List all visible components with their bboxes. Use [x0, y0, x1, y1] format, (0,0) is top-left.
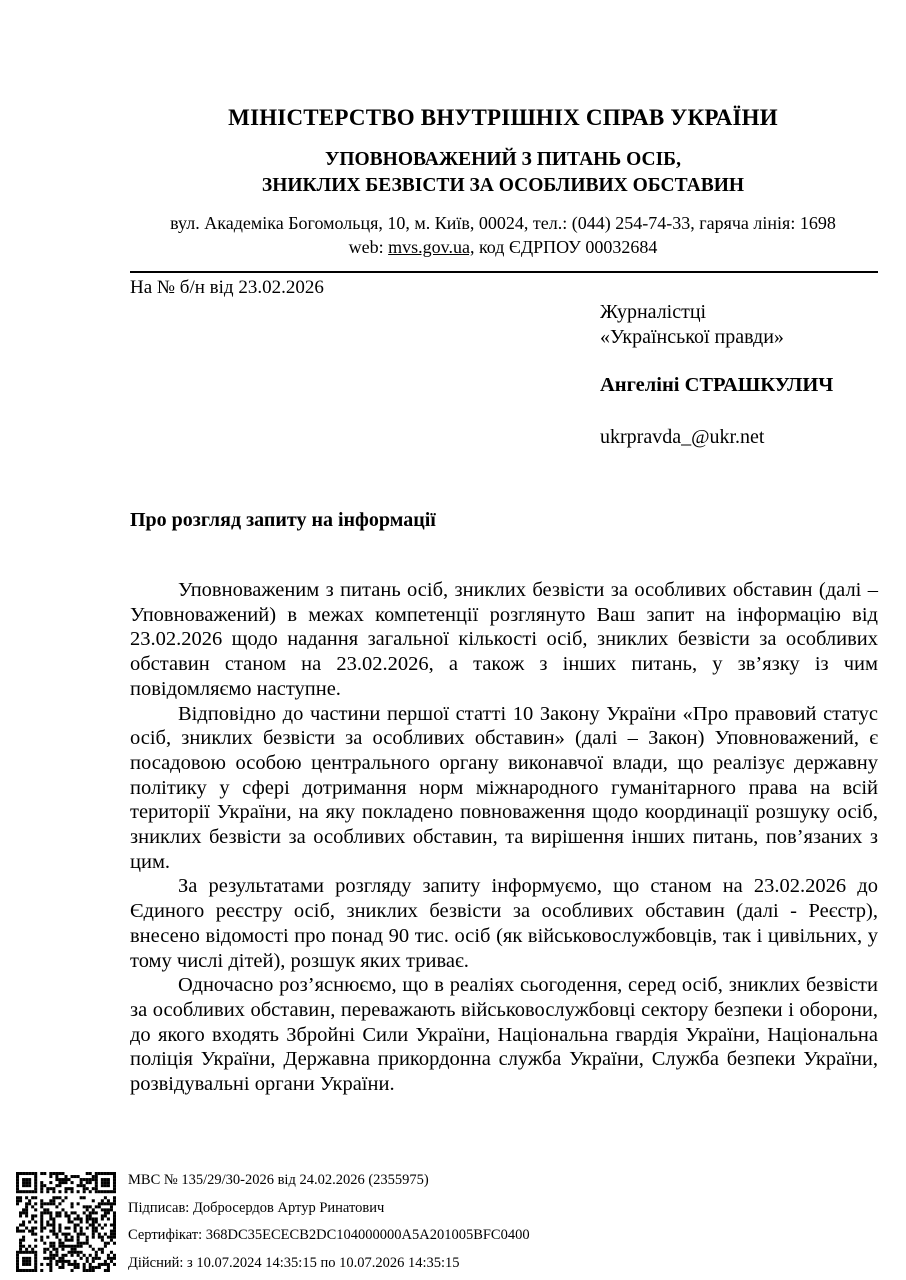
office-name-line2: ЗНИКЛИХ БЕЗВІСТИ ЗА ОСОБЛИВИХ ОБСТАВИН — [261, 175, 745, 196]
office-name — [128, 147, 878, 199]
letter-body — [130, 578, 878, 1097]
recipient-block — [600, 300, 833, 450]
qr-code — [16, 1172, 116, 1272]
divider-line — [130, 271, 878, 273]
recipient-organization: «Української правди» — [600, 326, 784, 348]
body-paragraph: Одночасно роз’яснюємо, що в реаліях сьогодення, серед осіб, зниклих безвісти за особливих обставин, переважають військовослужбовці сектору безпеки і оборони, до якого входять Збройні Сили України, Національна гвардія України, Національна поліція України, Державна прикордонна служба України, Служба безпеки України, розвідувальні органи України. — [130, 974, 878, 1096]
recipient-role: Журналістці — [600, 301, 707, 323]
stamp-certificate: Сертифікат: 368DC35ECECB2DC104000000A5A201005BFC0400 — [128, 1227, 530, 1244]
body-paragraph: Уповноваженим з питань осіб, зниклих безвісти за особливих обставин (далі – Уповноважений) в межах компетенції розглянуто Ваш запит на інформацію від 23.02.2026 щодо надання загальної кількості осіб, зниклих безвісти за особливих обставин станом на 23.02.2026, а також з інших питань, у зв’язку із чим повідомляємо наступне. — [130, 579, 878, 700]
stamp-signed-by: Підписав: Добросердов Артур Ринатович — [128, 1199, 385, 1216]
reference-line: На № б/н від 23.02.2026 — [130, 277, 324, 298]
edrpou-code: код ЄДРПОУ 00032684 — [474, 237, 658, 257]
stamp-validity: Дійсний: з 10.07.2024 14:35:15 по 10.07.2026 14:35:15 — [128, 1254, 460, 1271]
recipient-name: Ангеліні СТРАШКУЛИЧ — [600, 374, 834, 396]
letterhead — [128, 104, 878, 259]
contact-block — [128, 211, 878, 259]
web-line — [128, 235, 878, 259]
body-paragraph: За результатами розгляду запиту інформуємо, що станом на 23.02.2026 до Єдиного реєстру осіб, зниклих безвісти за особливих обставин (далі - Реєстр), внесено відомості про понад 90 тис. осіб (як військовослужбовців, так і цивільних, у тому числі дітей), розшук яких триває. — [130, 875, 878, 972]
web-prefix: web: — [348, 237, 389, 257]
signature-stamp — [128, 1172, 530, 1272]
office-name-line1: УПОВНОВАЖЕНИЙ З ПИТАНЬ ОСІБ, — [325, 149, 681, 170]
website-link: mvs.gov.ua, — [388, 237, 475, 257]
address-line: вул. Академіка Богомольця, 10, м. Київ, 00024, тел.: (044) 254-74-33, гаряча лінія: 1698 — [170, 213, 836, 233]
recipient-email: ukrpravda_@ukr.net — [600, 426, 765, 448]
body-paragraph: Відповідно до частини першої статті 10 Закону України «Про правовий статус осіб, зниклих безвісти за особливих обставин» (далі – Закон) Уповноважений, є посадовою особою центрального органу виконавчої влади, що реалізує державну політику у сфері дотримання норм міжнародного гуманітарного права на всій території України, на яку покладено повноваження щодо координації розшуку осіб, зниклих безвісти за особливих обставин, та вирішення інших питань, пов’язаних з цим. — [130, 702, 878, 873]
subject-line: Про розгляд запиту на інформації — [130, 509, 436, 531]
ministry-name: МІНІСТЕРСТВО ВНУТРІШНІХ СПРАВ УКРАЇНИ — [228, 105, 778, 130]
stamp-doc-number: МВС № 135/29/30-2026 від 24.02.2026 (2355975) — [128, 1172, 429, 1188]
